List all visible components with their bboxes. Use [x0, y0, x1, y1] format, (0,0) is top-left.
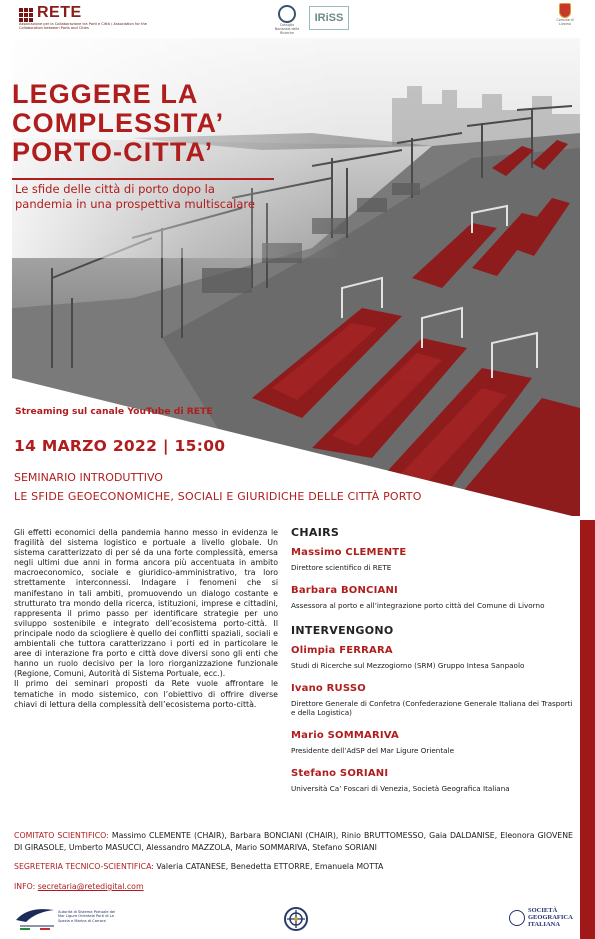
event-date: 14 MARZO 2022 | 15:00 [14, 437, 226, 455]
right-accent-bar [580, 520, 595, 939]
cnr-logo-text: Consiglio Nazionale delle Ricerche [274, 23, 300, 35]
hero-title [12, 80, 312, 167]
adsp-logo [14, 904, 114, 932]
sgi-text-line: GEOGRAFICA [528, 914, 573, 921]
adsp-logo-text: Autorità di Sistema Portuale del Mar Ligure Orientale Porti di La Spezia e Marina di Carrara [58, 910, 116, 923]
rete-logo-subtitle: Associazione per la Collaborazione tra Porti e Città / Association for the Collaboration between Ports and Cities [19, 22, 147, 31]
speaker-item [291, 683, 579, 718]
cnr-logo [273, 5, 301, 35]
speaker-item [291, 645, 579, 671]
chairs-heading: CHAIRS [291, 526, 340, 539]
anchor-emblem-icon [283, 906, 309, 932]
hero-title-line-3: PORTO-CITTA’ [12, 137, 214, 167]
person-role: Assessora al porto e all’integrazione porto città del Comune di Livorno [291, 600, 545, 610]
title-divider [12, 178, 274, 180]
intro-paragraph-2: Il primo dei seminari proposti da Rete vuole affrontare le tematiche in modo sistemico, con l’obiettivo di offrire diverse chiavi di lettura della complessità dell’ecosistema porto-città. [14, 679, 278, 709]
comune-logo [555, 3, 575, 26]
seminar-type: SEMINARIO INTRODUTTIVO [14, 471, 163, 484]
streaming-notice[interactable]: Streaming sul canale YouTube di RETE [15, 406, 213, 417]
hero-subtitle-line-1: Le sfide delle città di porto dopo la [15, 182, 215, 196]
person-role: Direttore scientifico di RETE [291, 563, 392, 572]
speakers-column [291, 526, 579, 793]
sgi-text-line: ITALIANA [528, 921, 561, 928]
committee-members: Massimo CLEMENTE (CHAIR), Barbara BONCIANI (CHAIR), Rinio BRUTTOMESSO, Gaia DALDANISE, Eleonora GIOVENE DI GIRASOLE, Umberto MASUCCI, Alessandro MAZZOLA, Mario SOMMARIVA, Stefano SORIANI [14, 831, 573, 852]
hero-subtitle-line-2: pandemia in una prospettiva multiscalare [15, 197, 255, 211]
irss-logo: IRiSS [309, 6, 349, 30]
person-name: Barbara BONCIANI [291, 584, 398, 596]
rete-logo [19, 6, 82, 22]
comune-logo-text: Comune di Livorno [556, 18, 574, 26]
globe-icon [509, 910, 525, 926]
hero-subtitle [15, 182, 315, 212]
person-role: Direttore Generale di Confetra (Confederazione Generale Italiana dei Trasporti e della Logistica) [291, 698, 573, 718]
info-line [14, 882, 144, 891]
person-role: Presidente dell’AdSP del Mar Ligure Orientale [291, 745, 454, 755]
speakers-heading: INTERVENGONO [291, 624, 394, 638]
person-name: Stefano SORIANI [291, 767, 389, 779]
livorno-shield-icon [559, 3, 571, 18]
rete-logo-text: RETE [37, 4, 82, 21]
intro-text [14, 528, 278, 710]
rete-squares-icon [19, 8, 33, 22]
person-role: Studi di Ricerche sul Mezzogiorno (SRM) Gruppo Intesa Sanpaolo [291, 661, 525, 671]
speaker-item [291, 730, 579, 756]
person-role: Università Ca’ Foscari di Venezia, Società Geografica Italiana [291, 783, 510, 793]
secretariat-members: Valeria CATANESE, Benedetta ETTORRE, Emanuela MOTTA [156, 862, 384, 871]
speaker-item [291, 768, 579, 794]
secretariat-label: SEGRETERIA TECNICO-SCIENTIFICA: [14, 862, 154, 871]
technical-secretariat [14, 862, 573, 871]
person-name: Mario SOMMARIVA [291, 729, 399, 741]
sgi-logo-text [528, 907, 573, 928]
sgi-logo [509, 907, 573, 928]
hero-title-line-1: LEGGERE LA [12, 79, 199, 109]
person-name: Olimpia FERRARA [291, 645, 393, 657]
committee-label: COMITATO SCIENTIFICO: [14, 831, 109, 840]
intro-paragraph-1: Gli effetti economici della pandemia hanno messo in evidenza le fragilità del sistema logistico e portuale a livello globale. Un sistema caratterizzato di per sé da una forte complessità, emersa negli ultimi due anni in forma ancora più accentuata in ambito macroeconomico, sociale e giuridico-amministrativo, tra loro strettamente interconnessi. Indagare i fenomeni che si manifestano in tali ambiti, promuovendo un dialogo costante e strutturato tra mondo della ricerca, istituzioni, imprese e cittadini, rappresenta il primo passo per identificare strategie per uno sviluppo sostenibile e integrato dell’ecosistema porto-città. Il principale nodo da sciogliere è quello dei conflitti spaziali, sociali e ambientali che tuttora caratterizzano i porti ed in particolare le aree di interazione fra porto e città dove diversi sono gli enti che hanno un ruolo decisivo per la loro riorganizzazione funzionale (Regione, Comuni, Autorità di Sistema Portuale, ecc.). [14, 528, 278, 679]
chair-item [291, 585, 579, 611]
seminar-title: LE SFIDE GEOECONOMICHE, SOCIALI E GIURIDICHE DELLE CITTÀ PORTO [14, 490, 422, 503]
sgi-text-line: SOCIETÀ [528, 907, 558, 914]
cnr-emblem-icon [278, 5, 296, 23]
hero-title-line-2: COMPLESSITA’ [12, 108, 225, 138]
info-label: INFO: [14, 882, 36, 891]
scientific-committee [14, 830, 573, 854]
person-name: Ivano RUSSO [291, 682, 366, 694]
adsp-wave-icon [14, 904, 56, 930]
person-name: Massimo CLEMENTE [291, 547, 407, 558]
info-email-link[interactable]: secretaria@retedigital.com [37, 882, 144, 891]
chair-item [291, 547, 579, 573]
